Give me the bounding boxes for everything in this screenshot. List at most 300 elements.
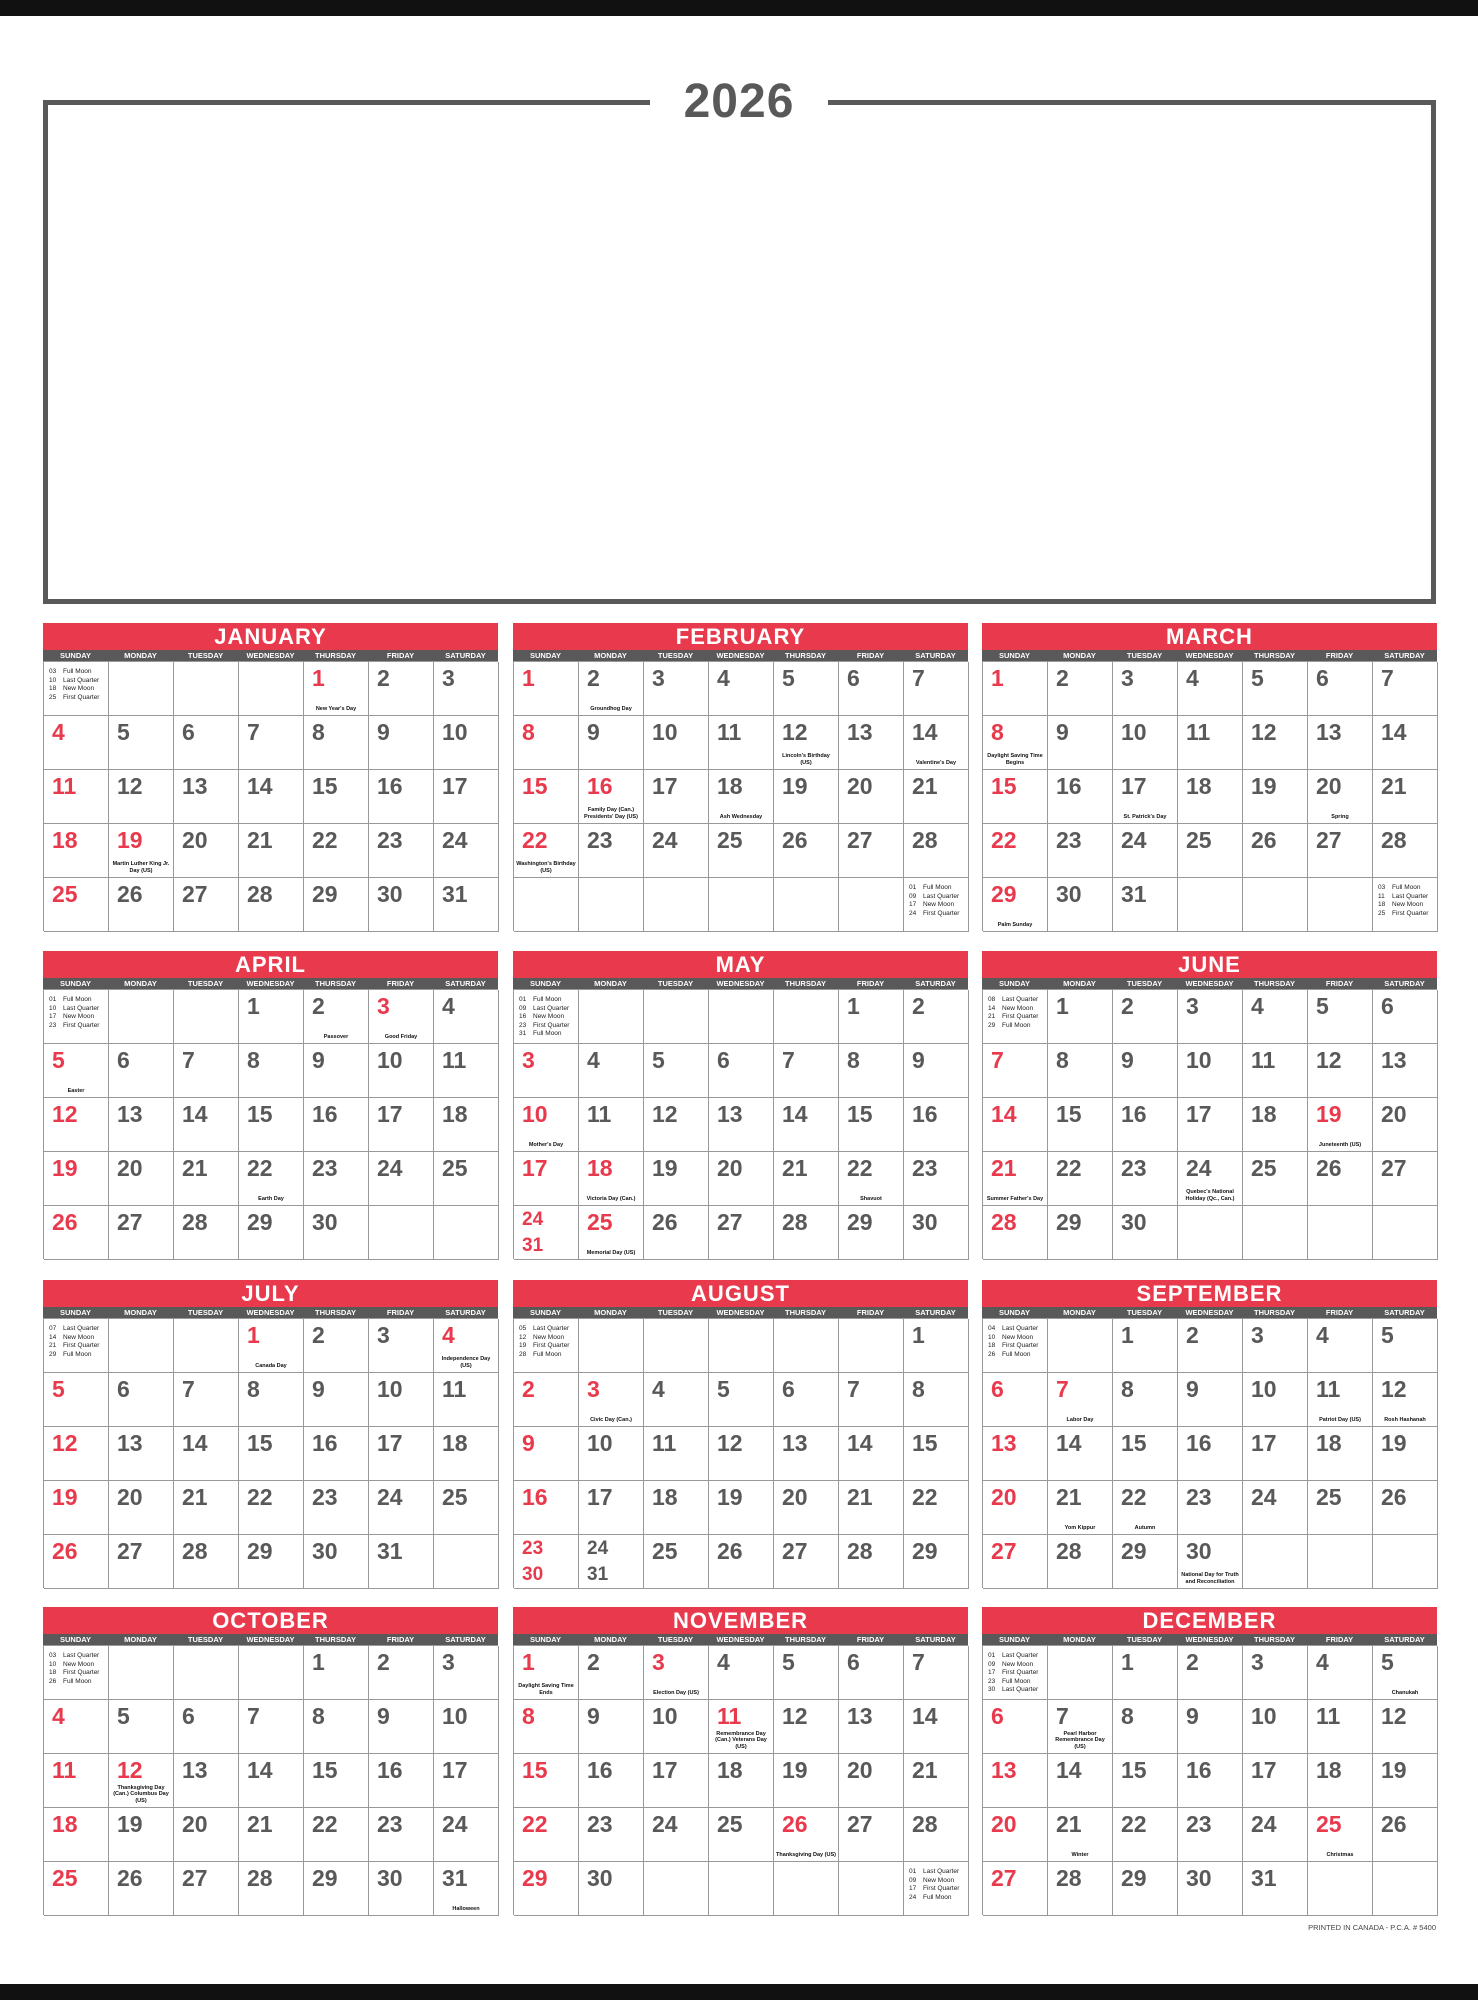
day-number: 23 <box>522 1538 544 1559</box>
moon-phases <box>909 884 959 918</box>
day-cell <box>1178 1098 1243 1152</box>
day-number: 13 <box>991 1757 1017 1783</box>
weekday-label: TUESDAY <box>1126 651 1163 660</box>
day-cell <box>1048 878 1113 932</box>
day-cell <box>579 1535 644 1589</box>
day-number: 25 <box>1316 1811 1342 1837</box>
day-cell <box>774 1373 839 1427</box>
day-number: 25 <box>1251 1155 1277 1181</box>
day-cell <box>1308 1427 1373 1481</box>
day-cell <box>514 824 579 878</box>
weekday-label: SATURDAY <box>915 979 956 988</box>
day-number: 27 <box>117 1209 143 1235</box>
day-number: 17 <box>442 773 468 799</box>
day-cell <box>304 1700 369 1754</box>
day-number: 23 <box>377 1811 403 1837</box>
weekday-label: SUNDAY <box>530 651 561 660</box>
day-number: 7 <box>991 1047 1004 1073</box>
day-cell <box>1178 1206 1243 1260</box>
day-cell <box>1373 716 1438 770</box>
moon-phase-label: New Moon <box>1002 1004 1034 1012</box>
day-number: 10 <box>652 719 678 745</box>
day-cell <box>1048 716 1113 770</box>
moon-date: 18 <box>49 685 57 692</box>
moon-date: 10 <box>49 676 57 684</box>
day-cell <box>709 1098 774 1152</box>
day-number: 15 <box>522 1757 548 1783</box>
day-number: 21 <box>182 1484 208 1510</box>
day-cell <box>44 1427 109 1481</box>
day-number: 25 <box>717 827 743 853</box>
month-may <box>513 951 968 1259</box>
day-number: 5 <box>652 1047 665 1073</box>
day-cell <box>1048 1152 1113 1206</box>
day-cell <box>434 1152 499 1206</box>
day-cell <box>1243 990 1308 1044</box>
day-cell <box>369 1098 434 1152</box>
day-number: 28 <box>247 1865 273 1891</box>
day-cell <box>983 1535 1048 1589</box>
day-number: 18 <box>442 1101 468 1127</box>
day-number: 17 <box>1251 1430 1277 1456</box>
day-number: 6 <box>991 1376 1004 1402</box>
day-number: 24 <box>1251 1484 1277 1510</box>
moon-phase-label: Last Quarter <box>63 1325 100 1332</box>
holiday-label: Remembrance Day (Can.) Veterans Day (US) <box>715 1730 767 1750</box>
day-cell <box>1373 1754 1438 1808</box>
month-title: SEPTEMBER <box>982 1280 1437 1307</box>
weekday-label: THURSDAY <box>785 979 826 988</box>
day-cell <box>774 716 839 770</box>
day-cell <box>839 716 904 770</box>
day-cell <box>774 1044 839 1098</box>
day-cell <box>1113 1862 1178 1916</box>
day-cell <box>644 1481 709 1535</box>
day-number: 7 <box>1056 1703 1069 1729</box>
day-number: 13 <box>991 1430 1017 1456</box>
day-number: 31 <box>1121 881 1147 907</box>
weekday-label: MONDAY <box>124 979 157 988</box>
day-cell <box>1048 1862 1113 1916</box>
day-number: 17 <box>652 773 678 799</box>
moon-date: 10 <box>988 1333 996 1341</box>
moon-date: 11 <box>1378 892 1385 900</box>
moon-phase-label: Full Moon <box>1002 1677 1031 1685</box>
day-number: 25 <box>1186 827 1212 853</box>
weekday-label: WEDNESDAY <box>246 1308 295 1317</box>
weekday-label: FRIDAY <box>1325 651 1354 660</box>
day-number: 23 <box>1121 1155 1147 1181</box>
day-number: 2 <box>312 993 325 1019</box>
day-cell <box>369 1206 434 1260</box>
day-number: 6 <box>182 719 195 745</box>
day-cell <box>1113 878 1178 932</box>
day-number: 16 <box>1121 1101 1147 1127</box>
day-cell <box>904 1754 969 1808</box>
day-number: 2 <box>912 993 925 1019</box>
weekday-header <box>513 650 968 661</box>
day-cell <box>983 1700 1048 1754</box>
day-number: 10 <box>587 1430 613 1456</box>
day-cell <box>579 662 644 716</box>
day-number: 8 <box>312 1703 325 1729</box>
holiday-label: Groundhog Day <box>590 705 632 712</box>
day-number: 15 <box>1056 1101 1082 1127</box>
day-number: 10 <box>522 1101 548 1127</box>
day-cell <box>44 1319 109 1373</box>
day-cell <box>109 1808 174 1862</box>
day-number: 18 <box>1316 1757 1342 1783</box>
day-number: 19 <box>782 773 808 799</box>
moon-phases <box>519 1325 569 1359</box>
day-cell <box>304 1044 369 1098</box>
holiday-label: Victoria Day (Can.) <box>586 1195 636 1202</box>
day-number: 9 <box>377 719 390 745</box>
day-number: 24 <box>652 827 678 853</box>
day-number: 23 <box>1056 827 1082 853</box>
day-number: 18 <box>442 1430 468 1456</box>
day-cell <box>579 1862 644 1916</box>
day-cell <box>174 1700 239 1754</box>
day-cell <box>1243 662 1308 716</box>
moon-phase-label: Full Moon <box>63 668 92 675</box>
moon-phase-label: First Quarter <box>1002 1342 1039 1349</box>
weekday-header <box>982 650 1437 661</box>
day-number: 7 <box>782 1047 795 1073</box>
day-cell <box>774 1427 839 1481</box>
day-number: 9 <box>587 1703 600 1729</box>
day-cell <box>304 824 369 878</box>
holiday-label: Family Day (Can.) Presidents' Day (US) <box>584 807 638 820</box>
moon-date: 29 <box>988 1021 996 1029</box>
day-number: 7 <box>182 1376 195 1402</box>
month-march <box>982 623 1437 931</box>
day-cell <box>174 1862 239 1916</box>
day-number: 26 <box>652 1209 678 1235</box>
day-cell <box>1373 824 1438 878</box>
day-cell <box>239 1319 304 1373</box>
day-cell <box>904 1098 969 1152</box>
moon-phase-label: New Moon <box>63 1013 95 1020</box>
day-cell <box>1048 1481 1113 1535</box>
day-cell <box>579 1754 644 1808</box>
day-number: 24 <box>522 1209 544 1230</box>
day-cell <box>1373 1098 1438 1152</box>
day-number: 5 <box>717 1376 730 1402</box>
day-cell <box>1048 990 1113 1044</box>
weekday-label: THURSDAY <box>1254 1308 1295 1317</box>
day-cell <box>904 1152 969 1206</box>
day-cell <box>174 1152 239 1206</box>
day-cell <box>1243 770 1308 824</box>
day-number: 19 <box>1381 1430 1407 1456</box>
day-cell <box>174 1646 239 1700</box>
day-number: 8 <box>522 1703 535 1729</box>
day-cell <box>304 1535 369 1589</box>
weekday-label: SUNDAY <box>530 979 561 988</box>
day-number: 19 <box>52 1484 78 1510</box>
holiday-label: Halloween <box>452 1905 480 1912</box>
day-cell <box>1308 1152 1373 1206</box>
day-number: 28 <box>1381 827 1407 853</box>
weekday-label: SUNDAY <box>999 979 1030 988</box>
day-number: 9 <box>312 1047 325 1073</box>
day-cell <box>174 1098 239 1152</box>
day-number: 30 <box>312 1538 338 1564</box>
day-number: 11 <box>52 1757 77 1783</box>
day-number: 23 <box>1186 1484 1212 1510</box>
moon-phase-label: Last Quarter <box>923 1868 960 1875</box>
day-number: 28 <box>847 1538 873 1564</box>
day-cell <box>904 1646 969 1700</box>
day-number: 28 <box>182 1538 208 1564</box>
day-cell <box>1308 1535 1373 1589</box>
day-number: 24 <box>1186 1155 1212 1181</box>
day-cell <box>983 1427 1048 1481</box>
day-cell <box>369 1808 434 1862</box>
day-number: 9 <box>522 1430 535 1456</box>
day-cell <box>434 1700 499 1754</box>
day-cell <box>369 878 434 932</box>
day-cell <box>514 1206 579 1260</box>
day-cell <box>434 878 499 932</box>
moon-date: 17 <box>49 1013 57 1020</box>
weekday-label: WEDNESDAY <box>716 1635 765 1644</box>
moon-phases <box>49 1652 99 1686</box>
weekday-label: SATURDAY <box>915 1635 956 1644</box>
moon-phase-label: First Quarter <box>63 1021 100 1029</box>
moon-date: 30 <box>988 1686 996 1693</box>
day-number: 20 <box>182 827 208 853</box>
day-number: 6 <box>1316 665 1329 691</box>
day-number: 3 <box>522 1047 535 1073</box>
day-number: 16 <box>587 773 613 799</box>
day-cell <box>514 1373 579 1427</box>
day-number: 13 <box>117 1101 143 1127</box>
day-cell <box>239 1754 304 1808</box>
day-number: 1 <box>247 1322 260 1348</box>
day-cell <box>304 1808 369 1862</box>
day-number: 5 <box>52 1376 65 1402</box>
day-cell <box>239 770 304 824</box>
weekday-label: SUNDAY <box>60 1635 91 1644</box>
day-number: 24 <box>442 1811 468 1837</box>
day-cell <box>304 1206 369 1260</box>
day-cell <box>579 1206 644 1260</box>
day-cell <box>239 878 304 932</box>
day-number: 5 <box>1316 993 1329 1019</box>
day-cell <box>109 990 174 1044</box>
moon-date: 17 <box>988 1669 996 1676</box>
weekday-label: SUNDAY <box>530 1308 561 1317</box>
day-cell <box>774 1808 839 1862</box>
day-number: 8 <box>991 719 1004 745</box>
moon-phase-label: Full Moon <box>533 1030 562 1037</box>
day-cell <box>1308 1646 1373 1700</box>
holiday-label: Thanksgiving Day (US) <box>776 1851 836 1858</box>
moon-phase-label: First Quarter <box>923 909 960 917</box>
day-cell <box>369 1700 434 1754</box>
moon-date: 01 <box>909 884 917 891</box>
day-cell <box>644 1044 709 1098</box>
weekday-label: MONDAY <box>1063 651 1096 660</box>
weekday-header <box>982 1634 1437 1645</box>
day-number: 11 <box>1316 1703 1341 1729</box>
day-cell <box>174 1373 239 1427</box>
day-cell <box>434 1044 499 1098</box>
day-cell <box>1373 1373 1438 1427</box>
day-number: 19 <box>1316 1101 1342 1127</box>
moon-date: 09 <box>988 1660 996 1668</box>
weekday-label: SATURDAY <box>445 1308 486 1317</box>
day-number: 21 <box>247 827 273 853</box>
day-number: 14 <box>1056 1430 1082 1456</box>
day-cell <box>904 662 969 716</box>
day-cell <box>109 1862 174 1916</box>
day-number: 9 <box>1186 1376 1199 1402</box>
day-number: 21 <box>182 1155 208 1181</box>
moon-date: 23 <box>988 1677 996 1685</box>
day-number: 19 <box>1251 773 1277 799</box>
day-cell <box>174 1481 239 1535</box>
day-number: 11 <box>1186 719 1211 745</box>
day-grid <box>982 661 1437 931</box>
day-cell <box>514 1481 579 1535</box>
day-number: 1 <box>1121 1649 1134 1675</box>
day-number: 8 <box>247 1047 260 1073</box>
day-cell <box>839 1319 904 1373</box>
weekday-label: THURSDAY <box>315 979 356 988</box>
day-cell <box>983 1862 1048 1916</box>
day-number: 20 <box>1381 1101 1407 1127</box>
day-number: 12 <box>717 1430 743 1456</box>
day-number: 30 <box>1056 881 1082 907</box>
moon-phase-label: Last Quarter <box>63 1004 100 1012</box>
weekday-label: WEDNESDAY <box>1185 651 1234 660</box>
day-cell <box>1113 1427 1178 1481</box>
day-cell <box>904 716 969 770</box>
day-cell <box>44 770 109 824</box>
day-cell <box>709 1700 774 1754</box>
month-october <box>43 1607 498 1915</box>
moon-phases <box>988 1652 1038 1695</box>
day-number: 12 <box>782 1703 808 1729</box>
day-number: 9 <box>1121 1047 1134 1073</box>
day-cell <box>44 1862 109 1916</box>
day-cell <box>239 1373 304 1427</box>
day-number: 5 <box>1381 1649 1394 1675</box>
day-number: 10 <box>442 719 468 745</box>
weekday-label: SATURDAY <box>1384 651 1425 660</box>
day-cell <box>514 1862 579 1916</box>
day-number: 25 <box>652 1538 678 1564</box>
moon-phase-label: First Quarter <box>923 1885 960 1892</box>
day-number: 31 <box>442 1865 468 1891</box>
day-cell <box>579 990 644 1044</box>
weekday-label: TUESDAY <box>1126 1308 1163 1317</box>
day-cell <box>774 662 839 716</box>
day-number: 16 <box>377 1757 403 1783</box>
day-cell <box>1243 1044 1308 1098</box>
day-cell <box>514 1152 579 1206</box>
day-cell <box>44 1044 109 1098</box>
day-number: 21 <box>247 1811 273 1837</box>
day-cell <box>44 990 109 1044</box>
moon-phase-label: New Moon <box>533 1333 565 1341</box>
day-cell <box>434 1646 499 1700</box>
moon-phase-label: Last Quarter <box>1002 996 1039 1003</box>
day-cell <box>369 1646 434 1700</box>
day-cell <box>109 1152 174 1206</box>
day-cell <box>1178 770 1243 824</box>
weekday-label: FRIDAY <box>386 1635 415 1644</box>
day-cell <box>839 1152 904 1206</box>
day-number: 18 <box>587 1155 613 1181</box>
day-cell <box>1113 1206 1178 1260</box>
day-cell <box>1373 1862 1438 1916</box>
day-cell <box>1373 1044 1438 1098</box>
day-number: 12 <box>782 719 808 745</box>
day-cell <box>1178 1535 1243 1589</box>
weekday-label: SATURDAY <box>445 1635 486 1644</box>
day-cell <box>1113 1481 1178 1535</box>
day-number: 14 <box>912 1703 938 1729</box>
day-number: 22 <box>312 1811 338 1837</box>
day-number: 21 <box>1381 773 1407 799</box>
day-number: 30 <box>377 1865 403 1891</box>
day-cell <box>369 824 434 878</box>
day-number: 8 <box>247 1376 260 1402</box>
moon-date: 08 <box>988 996 996 1003</box>
day-number: 3 <box>652 665 665 691</box>
moon-date: 01 <box>988 1652 996 1659</box>
day-number: 20 <box>847 1757 873 1783</box>
day-number: 27 <box>782 1538 808 1564</box>
day-number: 30 <box>522 1564 544 1585</box>
weekday-label: MONDAY <box>1063 979 1096 988</box>
moon-phase-label: First Quarter <box>1392 909 1429 917</box>
day-number: 28 <box>247 881 273 907</box>
day-number: 28 <box>991 1209 1017 1235</box>
day-number: 26 <box>782 827 808 853</box>
day-cell <box>709 878 774 932</box>
day-number: 13 <box>117 1430 143 1456</box>
day-cell <box>304 1862 369 1916</box>
day-number: 22 <box>522 1811 548 1837</box>
weekday-label: TUESDAY <box>187 979 224 988</box>
day-cell <box>1048 1319 1113 1373</box>
day-number: 18 <box>717 1757 743 1783</box>
moon-phase-label: Full Moon <box>1002 1021 1031 1029</box>
holiday-label: New Year's Day <box>315 705 357 712</box>
day-cell <box>239 1427 304 1481</box>
day-cell <box>644 1535 709 1589</box>
day-cell <box>839 1862 904 1916</box>
day-cell <box>644 1098 709 1152</box>
day-number: 7 <box>912 1649 925 1675</box>
day-number: 17 <box>1251 1757 1277 1783</box>
weekday-label: FRIDAY <box>856 1308 885 1317</box>
moon-phase-label: First Quarter <box>533 1342 570 1349</box>
day-number: 4 <box>442 993 455 1019</box>
day-number: 17 <box>377 1101 403 1127</box>
holiday-label: Chanukah <box>1391 1689 1419 1696</box>
day-cell <box>904 1427 969 1481</box>
day-cell <box>1243 1700 1308 1754</box>
month-september <box>982 1280 1437 1588</box>
day-cell <box>369 770 434 824</box>
day-number: 26 <box>52 1209 78 1235</box>
